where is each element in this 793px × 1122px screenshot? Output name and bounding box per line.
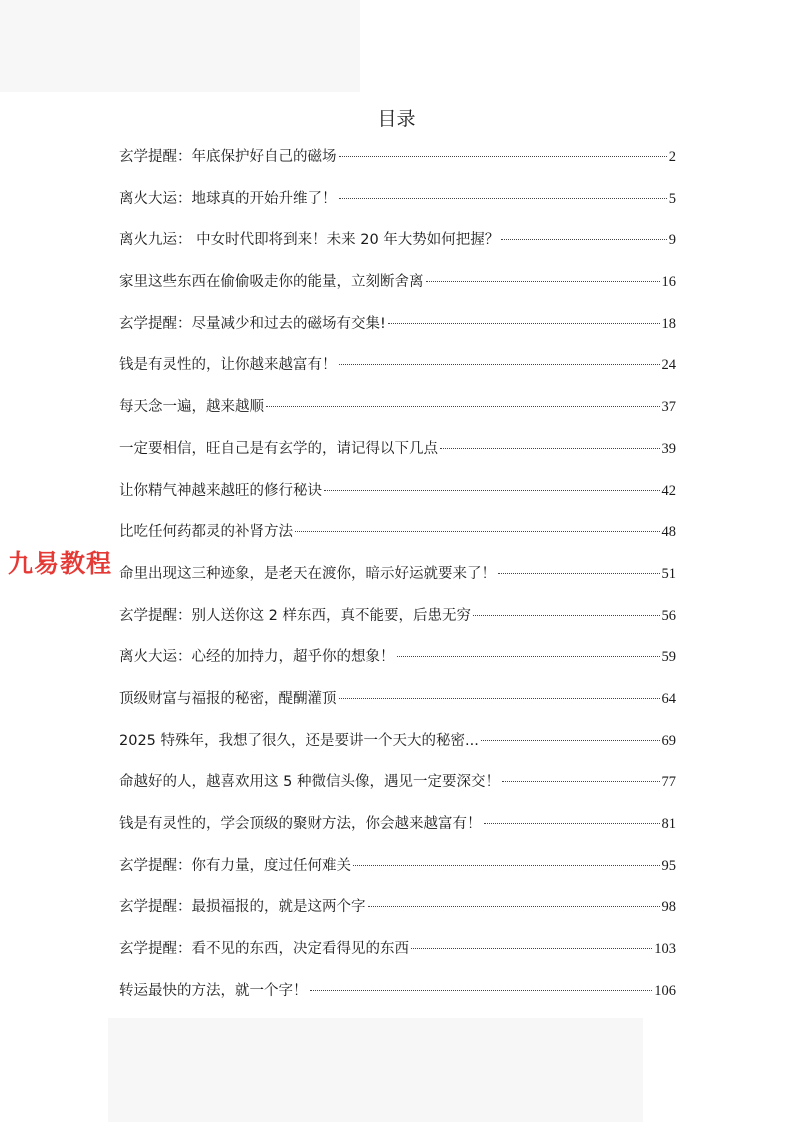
toc-page-number: 77	[661, 774, 676, 791]
toc-page-number: 98	[661, 899, 676, 916]
toc-dot-leader	[339, 364, 660, 365]
toc-entry-title: 玄学提醒：尽量减少和过去的磁场有交集!	[119, 315, 386, 332]
toc-entry-title: 命里出现这三种迹象，是老天在渡你，暗示好运就要来了！	[119, 565, 496, 582]
toc-entry[interactable]	[119, 480, 676, 522]
toc-dot-leader	[266, 406, 660, 407]
toc-page-number: 81	[661, 816, 676, 832]
toc-entry-title: 顶级财富与福报的秘密，醍醐灌顶	[119, 690, 337, 707]
toc-entry[interactable]	[119, 896, 676, 938]
toc-dot-leader	[484, 823, 660, 824]
toc-title: 目录	[377, 108, 416, 130]
toc-entry-title: 玄学提醒：你有力量，度过任何难关	[119, 857, 351, 874]
toc-dot-leader	[473, 615, 660, 616]
toc-entry-title: 家里这些东西在偷偷吸走你的能量，立刻断舍离	[119, 274, 424, 291]
toc-entry[interactable]	[119, 980, 676, 1022]
toc-entry-title: 钱是有灵性的，让你越来越富有！	[119, 357, 337, 374]
toc-entry-title: 每天念一遍，越来越顺	[119, 399, 264, 416]
blank-area-top	[0, 0, 360, 92]
toc-page-number: 5	[668, 190, 676, 207]
toc-entry[interactable]	[119, 563, 676, 605]
toc-entry[interactable]	[119, 229, 676, 271]
toc-page-number: 106	[654, 982, 676, 999]
toc-page-number: 2	[668, 149, 676, 165]
toc-dot-leader	[339, 198, 667, 199]
toc-dot-leader	[397, 656, 660, 657]
toc-entry[interactable]	[119, 354, 676, 396]
toc-page-number: 16	[661, 274, 676, 291]
toc-entry[interactable]	[119, 313, 676, 355]
toc-entry[interactable]	[119, 188, 676, 230]
toc-page-number: 56	[661, 607, 676, 624]
toc-entry[interactable]	[119, 855, 676, 897]
toc-entry[interactable]	[119, 771, 676, 813]
toc-dot-leader	[440, 448, 660, 449]
toc-entry-title: 钱是有灵性的，学会顶级的聚财方法，你会越来越富有！	[119, 816, 482, 832]
toc-entry-title: 2025 特殊年，我想了很久，还是要讲一个天大的秘密...	[119, 732, 479, 749]
toc-entry-title: 让你精气神越来越旺的修行秘诀	[119, 482, 322, 499]
toc-dot-leader	[411, 948, 652, 949]
watermark-text: 九易教程	[8, 549, 113, 578]
toc-entry[interactable]	[119, 605, 676, 647]
toc-entry-title: 离火大运：心经的加持力，超乎你的想象！	[119, 649, 395, 666]
toc-page-number: 64	[661, 690, 676, 707]
toc-page-number: 69	[661, 732, 676, 749]
toc-page-number: 48	[661, 524, 676, 541]
toc-dot-leader	[310, 990, 653, 991]
toc-dot-leader	[339, 698, 660, 699]
toc-entry-title: 一定要相信，旺自己是有玄学的，请记得以下几点	[119, 440, 438, 457]
table-of-contents	[119, 146, 676, 1021]
toc-page-number: 37	[661, 399, 676, 416]
toc-entry[interactable]	[119, 396, 676, 438]
toc-entry[interactable]	[119, 938, 676, 980]
toc-page-number: 9	[668, 232, 676, 249]
toc-page-number: 51	[661, 565, 676, 582]
toc-entry[interactable]	[119, 438, 676, 480]
toc-entry[interactable]	[119, 646, 676, 688]
toc-entry-title: 玄学提醒：最损福报的，就是这两个字	[119, 899, 366, 916]
toc-dot-leader	[339, 156, 667, 157]
blank-area-bottom	[108, 1018, 643, 1122]
toc-dot-leader	[388, 323, 660, 324]
toc-page-number: 24	[661, 357, 676, 374]
toc-entry-title: 转运最快的方法，就一个字！	[119, 982, 308, 999]
toc-entry-title: 离火九运： 中女时代即将到来！未来 20 年大势如何把握？	[119, 232, 500, 249]
toc-entry[interactable]	[119, 146, 676, 188]
toc-dot-leader	[481, 740, 660, 741]
toc-entry[interactable]	[119, 813, 676, 855]
toc-page-number: 59	[661, 649, 676, 666]
toc-entry-title: 命越好的人，越喜欢用这 5 种微信头像，遇见一定要深交！	[119, 774, 500, 791]
toc-entry[interactable]	[119, 730, 676, 772]
toc-entry-title: 玄学提醒：年底保护好自己的磁场	[119, 149, 337, 165]
toc-entry[interactable]	[119, 521, 676, 563]
toc-dot-leader	[368, 906, 660, 907]
toc-entry[interactable]	[119, 271, 676, 313]
toc-entry-title: 玄学提醒：别人送你这 2 样东西，真不能要，后患无穷	[119, 607, 471, 624]
toc-page-number: 103	[654, 941, 676, 958]
toc-page-number: 42	[661, 482, 676, 499]
toc-page-number: 95	[661, 857, 676, 874]
toc-page-number: 39	[661, 440, 676, 457]
toc-dot-leader	[498, 573, 660, 574]
toc-dot-leader	[501, 239, 666, 240]
toc-entry-title: 比吃任何药都灵的补肾方法	[119, 524, 293, 541]
toc-page-number: 18	[661, 315, 676, 332]
toc-entry-title: 离火大运：地球真的开始升维了！	[119, 190, 337, 207]
toc-dot-leader	[502, 781, 660, 782]
toc-dot-leader	[324, 490, 660, 491]
toc-entry-title: 玄学提醒：看不见的东西，决定看得见的东西	[119, 941, 409, 958]
toc-dot-leader	[295, 531, 660, 532]
toc-entry[interactable]	[119, 688, 676, 730]
toc-dot-leader	[353, 865, 660, 866]
toc-dot-leader	[426, 281, 660, 282]
